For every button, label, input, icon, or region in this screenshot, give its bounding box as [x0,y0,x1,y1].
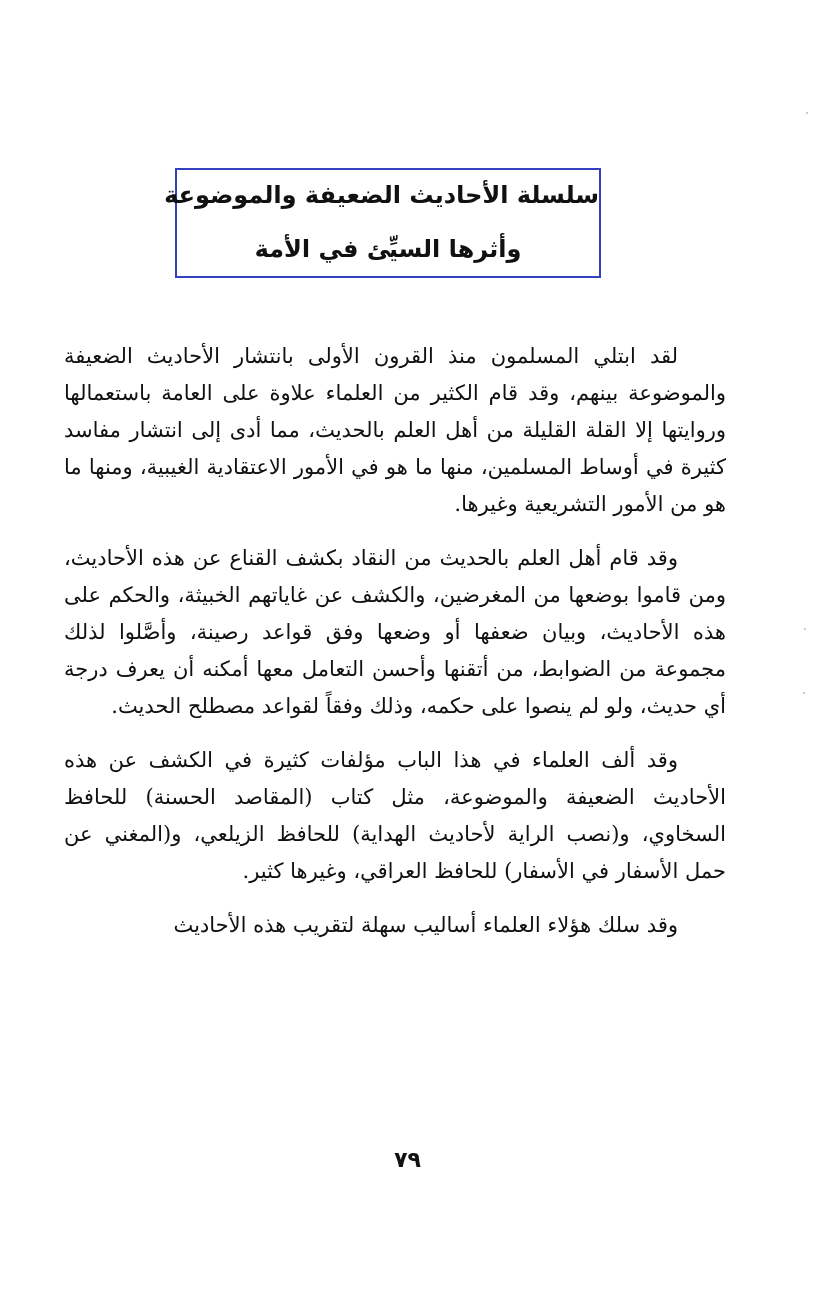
paragraph-4: وقد سلك هؤلاء العلماء أساليب سهلة لتقريب هذه الأحاديث [173,913,678,937]
page-number: ٧٩ [394,1148,421,1173]
paragraph-3: وقد ألف العلماء في هذا الباب مؤلفات كثيرة في الكشف عن هذه الأحاديث الضعيفة والموضوعة، مثل كتاب (المقاصد الحسنة) للحافظ السخاوي، و(نصب الراية لأحاديث الهداية) للحافظ الزيلعي، و(المغني عن حمل الأسفار في الأسفار) للحافظ العراقي، وغيرها كثير. [64,748,726,883]
scan-speck [806,112,808,114]
chapter-title-line-1: سلسلة الأحاديث الضعيفة والموضوعة [164,181,599,209]
scan-speck [804,628,806,630]
paragraph-2: وقد قام أهل العلم بالحديث من النقاد بكشف القناع عن هذه الأحاديث، ومن قاموا بوضعها من المغرضين، والكشف عن غاياتهم الخبيثة، والحكم على هذه الأحاديث، وبيان ضعفها أو وضعها وفق قواعد رصينة، وأصَّلوا لذلك مجموعة من الضوابط، من أتقنها وأحسن التعامل معها أمكنه أن يعرف درجة أي حديث، ولو لم ينصوا على حكمه، وذلك وفقاً لقواعد مصطلح الحديث. [64,546,726,718]
body-text [64,338,726,961]
chapter-title-line-2: وأثرها السيِّئ في الأمة [254,235,522,263]
chapter-title-box [164,168,601,278]
paragraph-1: لقد ابتلي المسلمون منذ القرون الأولى بانتشار الأحاديث الضعيفة والموضوعة بينهم، وقد قام الكثير من العلماء علاوة على العامة باستعمالها وروايتها إلا القلة القليلة من أهل العلم بالحديث، مما أدى إلى انتشار مفاسد كثيرة في أوساط المسلمين، منها ما هو في الأمور الاعتقادية الغيبية، ومنها ما هو من الأمور التشريعية وغيرها. [64,344,726,516]
scan-speck [803,692,805,694]
